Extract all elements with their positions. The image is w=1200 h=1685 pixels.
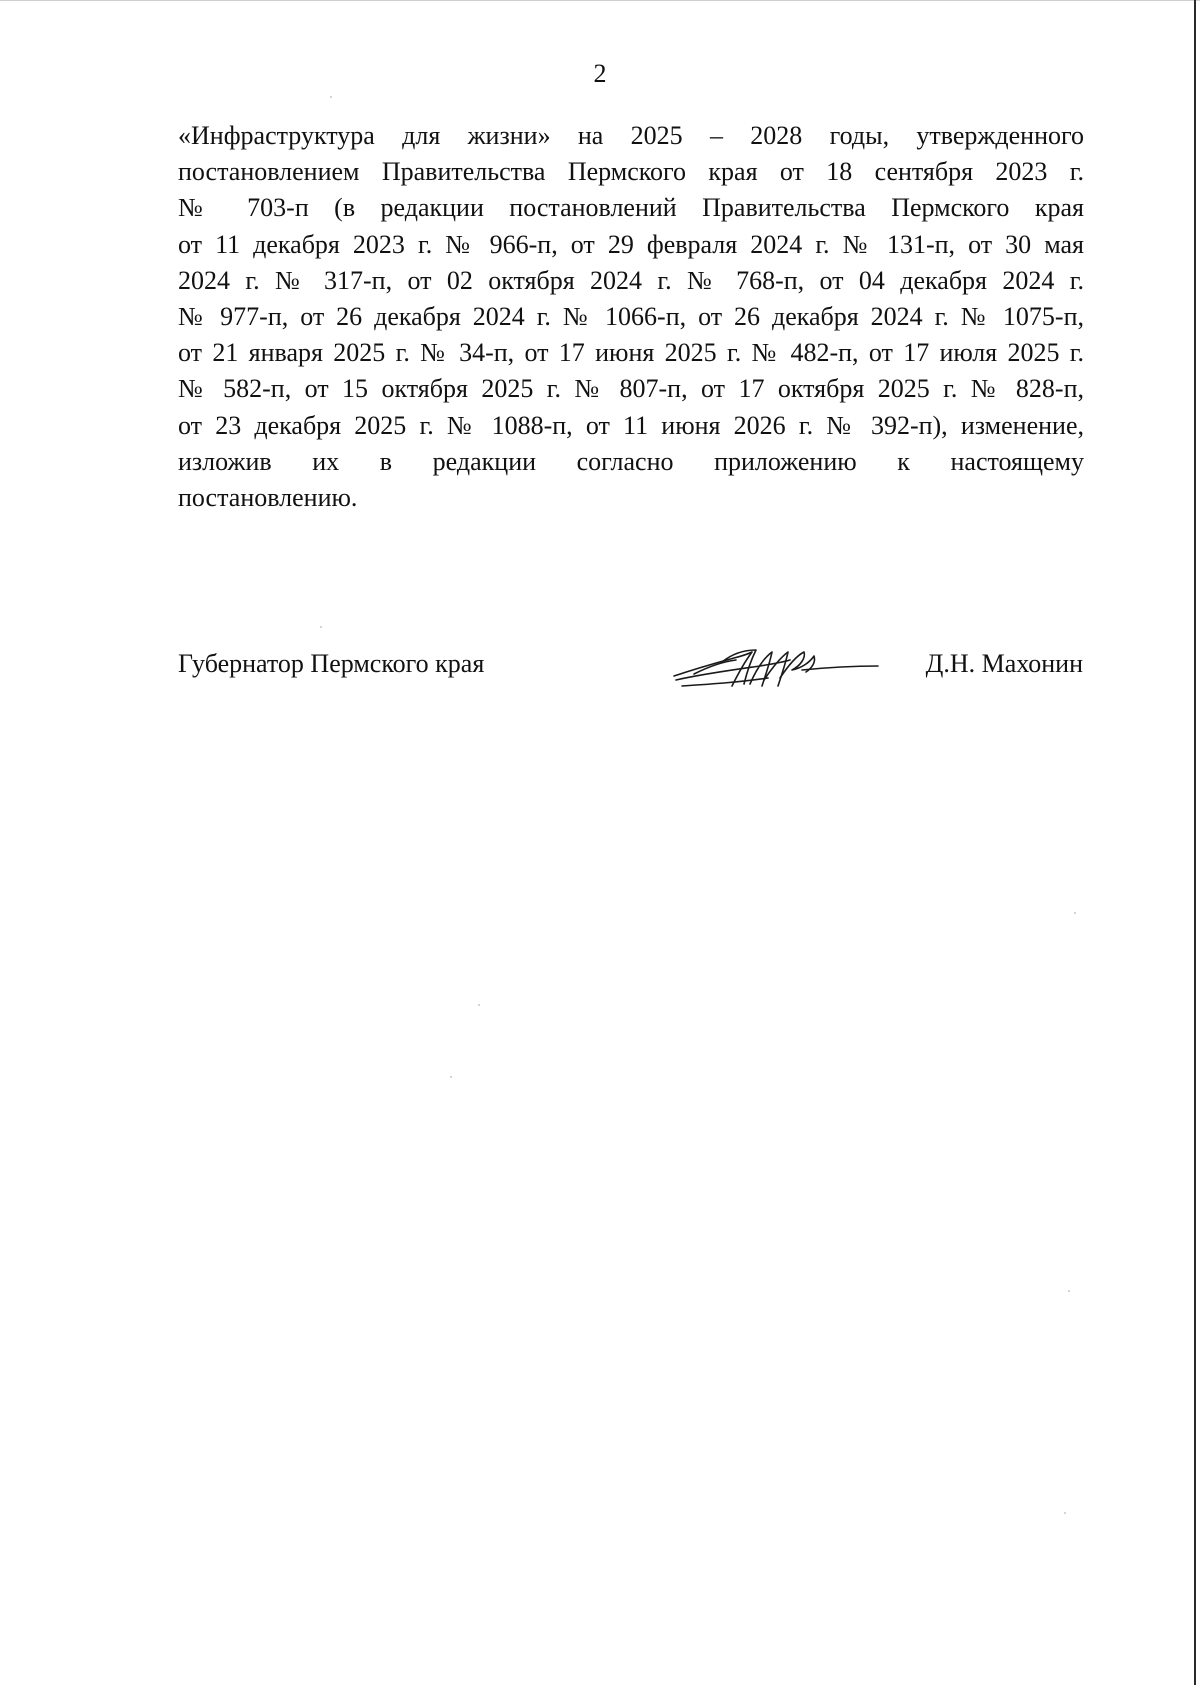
body-line: от 11 декабря 2023 г. № 966-п, от 29 февраля 2024 г. № 131-п, от 30 мая bbox=[178, 229, 1084, 259]
signatory-title: Губернатор Пермского края bbox=[178, 649, 485, 678]
page-number: 2 bbox=[593, 59, 607, 88]
signatory-name: Д.Н. Махонин bbox=[925, 649, 1083, 678]
body-line: № 582-п, от 15 октября 2025 г. № 807-п, от 17 октября 2025 г. № 828-п, bbox=[178, 374, 1084, 404]
body-line: № 703-п (в редакции постановлений Правительства Пермского края bbox=[178, 193, 1084, 223]
body-line: постановлению. bbox=[178, 483, 358, 513]
body-line: от 23 декабря 2025 г. № 1088-п, от 11 июня 2026 г. № 392-п), изменение, bbox=[178, 410, 1084, 440]
body-line: изложив их в редакции согласно приложению к настоящему bbox=[178, 446, 1084, 476]
body-line: от 21 января 2025 г. № 34-п, от 17 июня 2025 г. № 482-п, от 17 июля 2025 г. bbox=[178, 338, 1084, 368]
body-line: № 977-п, от 26 декабря 2024 г. № 1066-п, от 26 декабря 2024 г. № 1075-п, bbox=[178, 302, 1084, 332]
body-line: постановлением Правительства Пермского края от 18 сентября 2023 г. bbox=[178, 157, 1084, 187]
scan-speck bbox=[1068, 1290, 1070, 1292]
scan-speck bbox=[478, 1004, 480, 1006]
body-line: 2024 г. № 317-п, от 02 октября 2024 г. № 768-п, от 04 декабря 2024 г. bbox=[178, 265, 1084, 295]
handwritten-signature-icon bbox=[672, 640, 882, 696]
body-line: «Инфраструктура для жизни» на 2025 – 2028 годы, утвержденного bbox=[178, 121, 1084, 150]
scan-speck bbox=[450, 1076, 452, 1078]
scan-speck bbox=[1064, 1512, 1066, 1514]
scan-speck bbox=[1074, 912, 1076, 914]
scan-speck bbox=[320, 626, 322, 628]
page-right-edge bbox=[1194, 0, 1196, 1685]
page-top-edge bbox=[0, 0, 1200, 1]
scan-speck bbox=[330, 96, 332, 98]
body-paragraph bbox=[178, 118, 1084, 516]
